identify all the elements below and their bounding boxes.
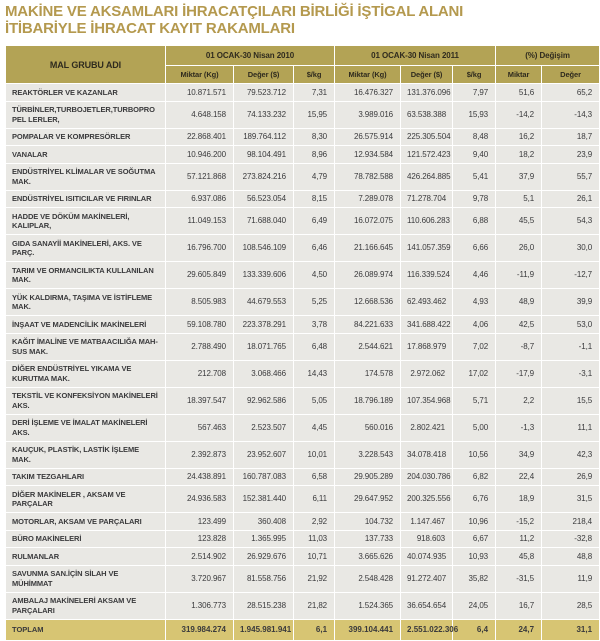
value-2011-cell: 107.354.968 — [401, 387, 453, 414]
value-change-cell: -14,3 — [542, 101, 600, 128]
product-name: DİĞER MAKİNELER , AKSAM VE PARÇALAR — [6, 486, 166, 513]
value-change-cell: 31,5 — [542, 486, 600, 513]
value-change-cell: 54,3 — [542, 208, 600, 235]
unitprice-2011-cell: 15,93 — [453, 101, 496, 128]
total-qty-2011: 399.104.441 — [335, 619, 401, 640]
product-name: TARIM VE ORMANCILIKTA KULLANILAN MAK. — [6, 262, 166, 289]
product-name: BÜRO MAKİNELERİ — [6, 530, 166, 548]
value-2010-cell: 92.962.586 — [234, 387, 294, 414]
unitprice-2010-cell: 21,82 — [294, 592, 335, 619]
value-2010-cell: 223.378.291 — [234, 316, 294, 334]
qty-2010-cell: 16.796.700 — [166, 235, 234, 262]
value-2011-cell: 34.078.418 — [401, 441, 453, 468]
unitprice-2011-cell: 10,93 — [453, 548, 496, 566]
unitprice-2011-cell: 9,40 — [453, 146, 496, 164]
qty-2011-cell: 18.796.189 — [335, 387, 401, 414]
group-header-row — [6, 46, 600, 66]
unitprice-2011-cell: 10,56 — [453, 441, 496, 468]
qty-change-cell: 18,2 — [496, 146, 542, 164]
value-change-cell: 48,8 — [542, 548, 600, 566]
qty-2010-cell: 8.505.983 — [166, 289, 234, 316]
qty-change-cell: -15,2 — [496, 513, 542, 531]
unitprice-2010-cell: 5,05 — [294, 387, 335, 414]
table-body — [6, 84, 600, 620]
unitprice-2011-cell: 10,96 — [453, 513, 496, 531]
total-row — [6, 619, 600, 640]
product-name: İNŞAAT VE MADENCİLİK MAKİNELERİ — [6, 316, 166, 334]
qty-change-cell: -14,2 — [496, 101, 542, 128]
value-change-cell: 11,9 — [542, 565, 600, 592]
value-2010-cell: 1.365.995 — [234, 530, 294, 548]
value-2011-cell: 91.272.407 — [401, 565, 453, 592]
unitprice-2010-cell: 10,01 — [294, 441, 335, 468]
table-row — [6, 592, 600, 619]
column-header-value-2010: Değer ($) — [234, 66, 294, 84]
column-header-product-group: MAL GRUBU ADI — [6, 46, 166, 84]
qty-2010-cell: 6.937.086 — [166, 190, 234, 208]
table-row — [6, 316, 600, 334]
table-row — [6, 163, 600, 190]
product-name: TAKIM TEZGAHLARI — [6, 468, 166, 486]
product-name: DERİ İŞLEME VE İMALAT MAKİNELERİ AKS. — [6, 414, 166, 441]
table-row — [6, 565, 600, 592]
value-change-cell: -3,1 — [542, 360, 600, 387]
qty-2010-cell: 123.828 — [166, 530, 234, 548]
value-2010-cell: 360.408 — [234, 513, 294, 531]
value-2010-cell: 81.558.756 — [234, 565, 294, 592]
value-2010-cell: 98.104.491 — [234, 146, 294, 164]
value-2011-cell: 2.972.062 — [401, 360, 453, 387]
column-header-qty-2010: Miktar (Kg) — [166, 66, 234, 84]
value-2010-cell: 160.787.083 — [234, 468, 294, 486]
unitprice-2011-cell: 7,97 — [453, 84, 496, 102]
qty-2011-cell: 12.668.536 — [335, 289, 401, 316]
unitprice-2011-cell: 5,71 — [453, 387, 496, 414]
group-header-percent-change: (%) Değişim — [496, 46, 600, 66]
qty-2010-cell: 3.720.967 — [166, 565, 234, 592]
value-2010-cell: 152.381.440 — [234, 486, 294, 513]
qty-change-cell: 48,9 — [496, 289, 542, 316]
value-2011-cell: 71.278.704 — [401, 190, 453, 208]
qty-change-cell: 26,0 — [496, 235, 542, 262]
value-2010-cell: 26.929.676 — [234, 548, 294, 566]
export-records-table — [5, 45, 600, 641]
group-header-period-2011: 01 OCAK-30 Nisan 2011 — [335, 46, 496, 66]
qty-2011-cell: 12.934.584 — [335, 146, 401, 164]
qty-change-cell: -31,5 — [496, 565, 542, 592]
qty-2011-cell: 29.905.289 — [335, 468, 401, 486]
value-2011-cell: 63.538.388 — [401, 101, 453, 128]
qty-2010-cell: 4.648.158 — [166, 101, 234, 128]
total-value-2011: 2.551.022.306 — [401, 619, 453, 640]
value-change-cell: 55,7 — [542, 163, 600, 190]
table-row — [6, 84, 600, 102]
value-2010-cell: 273.824.216 — [234, 163, 294, 190]
unitprice-2011-cell: 24,05 — [453, 592, 496, 619]
column-header-unitprice-2011: $/kg — [453, 66, 496, 84]
qty-2011-cell: 137.733 — [335, 530, 401, 548]
qty-2011-cell: 26.089.974 — [335, 262, 401, 289]
qty-2011-cell: 104.732 — [335, 513, 401, 531]
table-row — [6, 387, 600, 414]
product-name: SAVUNMA SAN.İÇİN SİLAH VE MÜHİMMAT — [6, 565, 166, 592]
qty-2010-cell: 123.499 — [166, 513, 234, 531]
qty-change-cell: 45,8 — [496, 548, 542, 566]
column-header-value-2011: Değer ($) — [401, 66, 453, 84]
total-unitprice-2010: 6,1 — [294, 619, 335, 640]
value-2011-cell: 116.339.524 — [401, 262, 453, 289]
value-2011-cell: 36.654.654 — [401, 592, 453, 619]
qty-2010-cell: 22.868.401 — [166, 128, 234, 146]
qty-change-cell: 18,9 — [496, 486, 542, 513]
unitprice-2010-cell: 11,03 — [294, 530, 335, 548]
value-2011-cell: 1.147.467 — [401, 513, 453, 531]
qty-2011-cell: 174.578 — [335, 360, 401, 387]
unitprice-2011-cell: 5,00 — [453, 414, 496, 441]
unitprice-2011-cell: 4,93 — [453, 289, 496, 316]
qty-change-cell: 45,5 — [496, 208, 542, 235]
value-2011-cell: 200.325.556 — [401, 486, 453, 513]
qty-2010-cell: 10.946.200 — [166, 146, 234, 164]
unitprice-2010-cell: 6,58 — [294, 468, 335, 486]
unitprice-2010-cell: 15,95 — [294, 101, 335, 128]
value-change-cell: 23,9 — [542, 146, 600, 164]
qty-change-cell: 51,6 — [496, 84, 542, 102]
value-2010-cell: 3.068.466 — [234, 360, 294, 387]
value-change-cell: 18,7 — [542, 128, 600, 146]
unitprice-2010-cell: 8,30 — [294, 128, 335, 146]
unitprice-2010-cell: 7,31 — [294, 84, 335, 102]
unitprice-2010-cell: 5,25 — [294, 289, 335, 316]
qty-change-cell: 16,7 — [496, 592, 542, 619]
value-change-cell: 26,1 — [542, 190, 600, 208]
product-name: MOTORLAR, AKSAM VE PARÇALARI — [6, 513, 166, 531]
table-row — [6, 513, 600, 531]
qty-2011-cell: 3.228.543 — [335, 441, 401, 468]
unitprice-2010-cell: 4,45 — [294, 414, 335, 441]
table-row — [6, 333, 600, 360]
table-row — [6, 441, 600, 468]
value-2010-cell: 189.764.112 — [234, 128, 294, 146]
table-header — [6, 46, 600, 84]
qty-2010-cell: 29.605.849 — [166, 262, 234, 289]
value-2011-cell: 121.572.423 — [401, 146, 453, 164]
table-row — [6, 101, 600, 128]
value-change-cell: 28,5 — [542, 592, 600, 619]
table-row — [6, 146, 600, 164]
column-header-value-change: Değer — [542, 66, 600, 84]
value-change-cell: 42,3 — [542, 441, 600, 468]
value-change-cell: 65,2 — [542, 84, 600, 102]
page-title-line2: İTİBARİYLE İHRACAT KAYIT RAKAMLARI — [5, 20, 295, 37]
product-name: TÜRBİNLER,TURBOJETLER,TURBOPROPEL LERLER, — [6, 101, 166, 128]
product-name: POMPALAR VE KOMPRESÖRLER — [6, 128, 166, 146]
group-header-period-2010: 01 OCAK-30 Nisan 2010 — [166, 46, 335, 66]
value-2010-cell: 23.952.607 — [234, 441, 294, 468]
value-2011-cell: 141.057.359 — [401, 235, 453, 262]
qty-change-cell: 22,4 — [496, 468, 542, 486]
product-name: DİĞER ENDÜSTRİYEL YIKAMA VE KURUTMA MAK. — [6, 360, 166, 387]
product-name: HADDE VE DÖKÜM MAKİNELERİ, KALIPLAR, — [6, 208, 166, 235]
table-row — [6, 190, 600, 208]
qty-2010-cell: 57.121.868 — [166, 163, 234, 190]
column-header-unitprice-2010: $/kg — [294, 66, 335, 84]
value-2010-cell: 133.339.606 — [234, 262, 294, 289]
value-change-cell: 26,9 — [542, 468, 600, 486]
unitprice-2011-cell: 35,82 — [453, 565, 496, 592]
qty-2011-cell: 3.989.016 — [335, 101, 401, 128]
table-footer — [6, 619, 600, 640]
qty-2011-cell: 1.524.365 — [335, 592, 401, 619]
unitprice-2011-cell: 6,82 — [453, 468, 496, 486]
qty-2010-cell: 2.392.873 — [166, 441, 234, 468]
value-2010-cell: 18.071.765 — [234, 333, 294, 360]
qty-change-cell: 11,2 — [496, 530, 542, 548]
unitprice-2010-cell: 14,43 — [294, 360, 335, 387]
table-row — [6, 289, 600, 316]
product-name: AMBALAJ MAKİNELERİ AKSAM VE PARÇALARI — [6, 592, 166, 619]
page-title-line1: MAKİNE VE AKSAMLARI İHRACATÇILARI BİRLİĞİ İŞTİGAL ALANI — [5, 3, 464, 20]
table-row — [6, 208, 600, 235]
page-title — [5, 3, 597, 37]
qty-change-cell: -11,9 — [496, 262, 542, 289]
unitprice-2010-cell: 8,96 — [294, 146, 335, 164]
product-name: ENDÜSTRİYEL KLİMALAR VE SOĞUTMA MAK. — [6, 163, 166, 190]
qty-change-cell: 37,9 — [496, 163, 542, 190]
qty-2011-cell: 16.072.075 — [335, 208, 401, 235]
unitprice-2010-cell: 3,78 — [294, 316, 335, 334]
qty-change-cell: 5,1 — [496, 190, 542, 208]
table-row — [6, 548, 600, 566]
qty-change-cell: 2,2 — [496, 387, 542, 414]
unitprice-2010-cell: 8,15 — [294, 190, 335, 208]
product-name: TEKSTİL VE KONFEKSİYON MAKİNELERİ AKS. — [6, 387, 166, 414]
qty-2011-cell: 29.647.952 — [335, 486, 401, 513]
qty-2011-cell: 78.782.588 — [335, 163, 401, 190]
product-name: KAUÇUK, PLASTİK, LASTİK İŞLEME MAK. — [6, 441, 166, 468]
total-value-2010: 1.945.981.941 — [234, 619, 294, 640]
table-row — [6, 235, 600, 262]
unitprice-2011-cell: 5,41 — [453, 163, 496, 190]
qty-2011-cell: 3.665.626 — [335, 548, 401, 566]
value-2011-cell: 426.264.885 — [401, 163, 453, 190]
total-value-change: 31,1 — [542, 619, 600, 640]
product-name: GIDA SANAYİİ MAKİNELERİ, AKS. VE PARÇ. — [6, 235, 166, 262]
qty-2011-cell: 21.166.645 — [335, 235, 401, 262]
product-name: ENDÜSTRİYEL ISITICILAR VE FIRINLAR — [6, 190, 166, 208]
value-2011-cell: 40.074.935 — [401, 548, 453, 566]
value-change-cell: 218,4 — [542, 513, 600, 531]
value-change-cell: 39,9 — [542, 289, 600, 316]
qty-2010-cell: 24.438.891 — [166, 468, 234, 486]
qty-2010-cell: 24.936.583 — [166, 486, 234, 513]
qty-change-cell: -8,7 — [496, 333, 542, 360]
qty-2010-cell: 2.514.902 — [166, 548, 234, 566]
unitprice-2010-cell: 6,46 — [294, 235, 335, 262]
value-2011-cell: 17.868.979 — [401, 333, 453, 360]
value-change-cell: -12,7 — [542, 262, 600, 289]
qty-2011-cell: 7.289.078 — [335, 190, 401, 208]
product-name: REAKTÖRLER VE KAZANLAR — [6, 84, 166, 102]
unitprice-2011-cell: 6,76 — [453, 486, 496, 513]
product-name: YÜK KALDIRMA, TAŞIMA VE İSTİFLEME MAK. — [6, 289, 166, 316]
total-qty-change: 24,7 — [496, 619, 542, 640]
qty-2011-cell: 2.548.428 — [335, 565, 401, 592]
table-row — [6, 414, 600, 441]
unitprice-2011-cell: 6,66 — [453, 235, 496, 262]
unitprice-2010-cell: 10,71 — [294, 548, 335, 566]
unitprice-2011-cell: 17,02 — [453, 360, 496, 387]
unitprice-2010-cell: 6,11 — [294, 486, 335, 513]
unitprice-2010-cell: 6,49 — [294, 208, 335, 235]
qty-change-cell: 34,9 — [496, 441, 542, 468]
value-2011-cell: 225.305.504 — [401, 128, 453, 146]
unitprice-2010-cell: 2,92 — [294, 513, 335, 531]
qty-change-cell: -1,3 — [496, 414, 542, 441]
product-name: RULMANLAR — [6, 548, 166, 566]
value-2010-cell: 56.523.054 — [234, 190, 294, 208]
unitprice-2010-cell: 6,48 — [294, 333, 335, 360]
unitprice-2011-cell: 6,67 — [453, 530, 496, 548]
value-2011-cell: 204.030.786 — [401, 468, 453, 486]
value-2011-cell: 110.606.283 — [401, 208, 453, 235]
unitprice-2011-cell: 4,06 — [453, 316, 496, 334]
total-qty-2010: 319.984.274 — [166, 619, 234, 640]
qty-2010-cell: 18.397.547 — [166, 387, 234, 414]
unitprice-2011-cell: 8,48 — [453, 128, 496, 146]
qty-2010-cell: 1.306.773 — [166, 592, 234, 619]
value-2010-cell: 28.515.238 — [234, 592, 294, 619]
product-name: VANALAR — [6, 146, 166, 164]
table-row — [6, 468, 600, 486]
value-change-cell: 30,0 — [542, 235, 600, 262]
unitprice-2010-cell: 21,92 — [294, 565, 335, 592]
total-label: TOPLAM — [6, 619, 166, 640]
value-2011-cell: 341.688.422 — [401, 316, 453, 334]
value-2010-cell: 79.523.712 — [234, 84, 294, 102]
qty-2010-cell: 212.708 — [166, 360, 234, 387]
value-2010-cell: 108.546.109 — [234, 235, 294, 262]
qty-change-cell: -17,9 — [496, 360, 542, 387]
qty-2011-cell: 84.221.633 — [335, 316, 401, 334]
qty-change-cell: 16,2 — [496, 128, 542, 146]
table-row — [6, 262, 600, 289]
value-change-cell: -1,1 — [542, 333, 600, 360]
qty-2011-cell: 26.575.914 — [335, 128, 401, 146]
table-row — [6, 128, 600, 146]
unitprice-2011-cell: 7,02 — [453, 333, 496, 360]
table-row — [6, 360, 600, 387]
value-2010-cell: 74.133.232 — [234, 101, 294, 128]
value-change-cell: 53,0 — [542, 316, 600, 334]
value-2011-cell: 918.603 — [401, 530, 453, 548]
value-2010-cell: 44.679.553 — [234, 289, 294, 316]
value-2011-cell: 62.493.462 — [401, 289, 453, 316]
qty-2010-cell: 11.049.153 — [166, 208, 234, 235]
qty-change-cell: 42,5 — [496, 316, 542, 334]
value-2010-cell: 71.688.040 — [234, 208, 294, 235]
value-change-cell: -32,8 — [542, 530, 600, 548]
unitprice-2011-cell: 4,46 — [453, 262, 496, 289]
unitprice-2011-cell: 9,78 — [453, 190, 496, 208]
value-change-cell: 11,1 — [542, 414, 600, 441]
value-2011-cell: 131.376.096 — [401, 84, 453, 102]
value-2010-cell: 2.523.507 — [234, 414, 294, 441]
qty-2011-cell: 16.476.327 — [335, 84, 401, 102]
total-unitprice-2011: 6,4 — [453, 619, 496, 640]
product-name: KAĞIT İMALİNE VE MATBAACILIĞA MAH-SUS MAK. — [6, 333, 166, 360]
unitprice-2010-cell: 4,79 — [294, 163, 335, 190]
value-change-cell: 15,5 — [542, 387, 600, 414]
qty-2010-cell: 10.871.571 — [166, 84, 234, 102]
qty-2011-cell: 560.016 — [335, 414, 401, 441]
qty-2011-cell: 2.544.621 — [335, 333, 401, 360]
value-2011-cell: 2.802.421 — [401, 414, 453, 441]
column-header-qty-2011: Miktar (Kg) — [335, 66, 401, 84]
column-header-qty-change: Miktar — [496, 66, 542, 84]
table-row — [6, 486, 600, 513]
qty-2010-cell: 2.788.490 — [166, 333, 234, 360]
table-row — [6, 530, 600, 548]
qty-2010-cell: 567.463 — [166, 414, 234, 441]
unitprice-2011-cell: 6,88 — [453, 208, 496, 235]
qty-2010-cell: 59.108.780 — [166, 316, 234, 334]
unitprice-2010-cell: 4,50 — [294, 262, 335, 289]
